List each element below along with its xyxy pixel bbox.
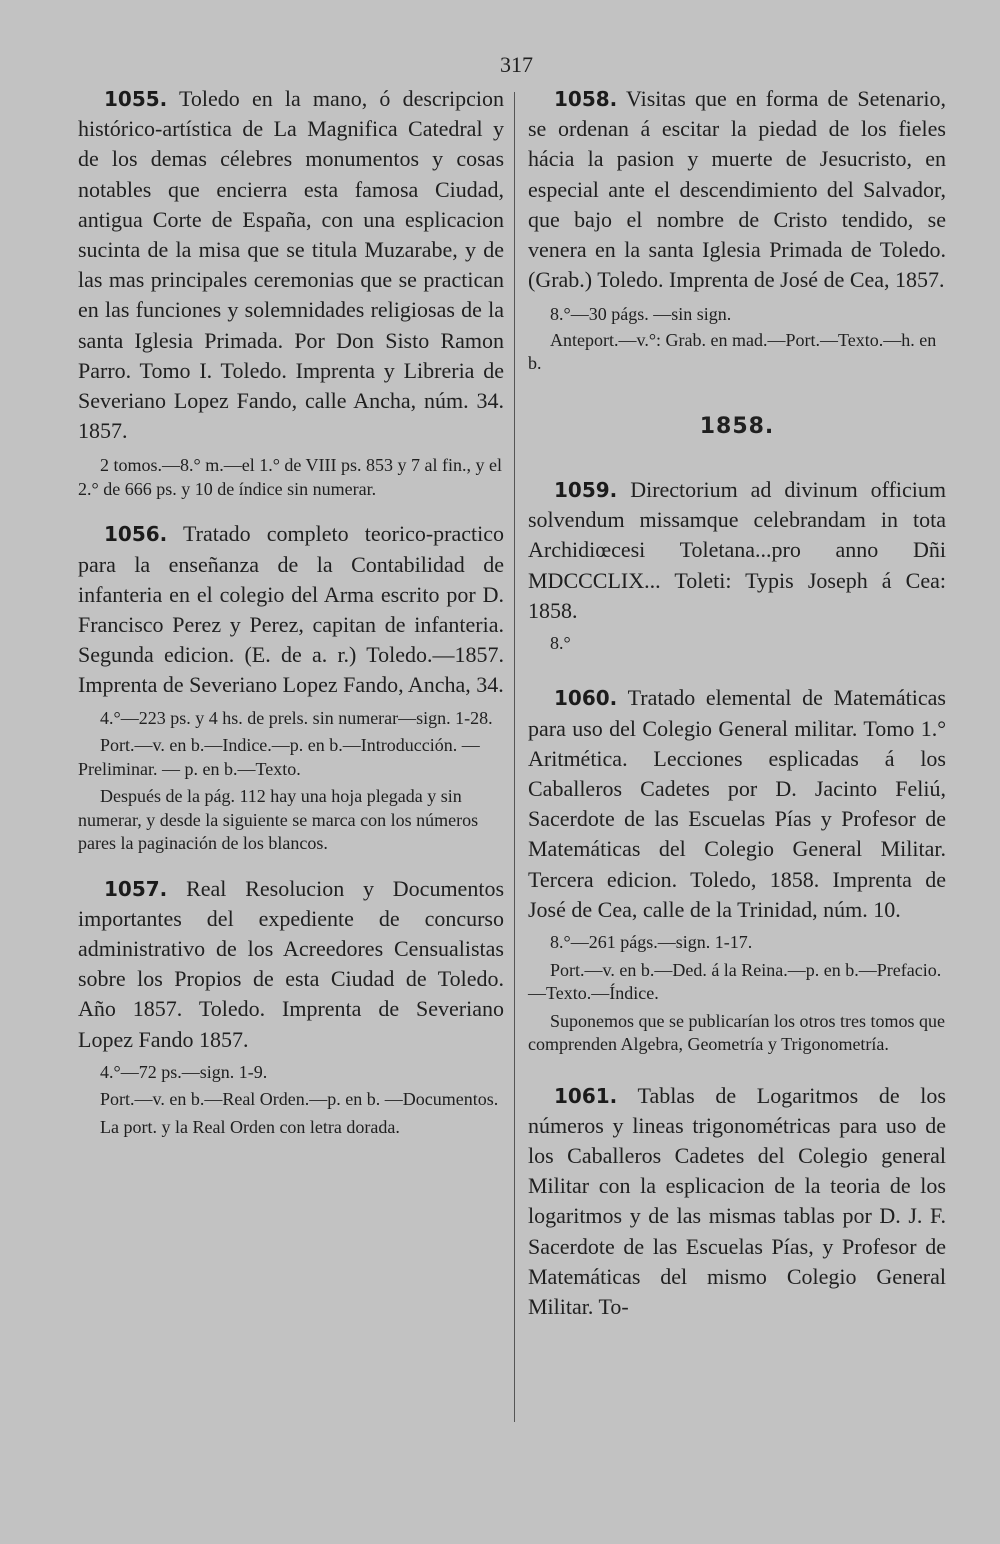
- entry-number: 1058.: [554, 87, 618, 111]
- entry-note: 4.°—72 ps.—sign. 1-9.: [100, 1061, 268, 1082]
- entry-title: Directorium ad divinum officium solvendum missamque celebrandam in tota Archidiœcesi Toletana...pro anno Dñi MDCCCLIX... Toleti: Typis Joseph á Cea: 1858.: [528, 476, 946, 623]
- entry-note: 8.°—261 págs.—sign. 1-17.: [550, 932, 753, 953]
- entry-title: Tratado elemental de Matemáticas para uso del Colegio General militar. Tomo 1.° Aritmética. Lecciones esplicadas á los Caballeros Cadetes por D. Jacinto Feliú, Sacerdote de las Escuelas Pías y Profesor de Matemáticas del Colegio General Militar. Tercera edicion. Toledo, 1858. Imprenta de José de Cea, calle de la Trinidad, núm. 10.: [528, 685, 946, 922]
- entry-title: Real Resolucion y Documentos importantes del expediente de concurso administrativo de los Acreedores Censualistas sobre los Propios de esta Ciudad de Toledo. Año 1857. Toledo. Imprenta de Severiano Lopez Fando 1857.: [78, 875, 504, 1052]
- entry-number: 1057.: [104, 876, 168, 901]
- entry-1059: [528, 475, 946, 626]
- entry-number: 1056.: [104, 522, 168, 547]
- entry-title: Toledo en la mano, ó descripcion histórico-artística de La Magnifica Catedral y de los demas célebres monumentos y cosas notables que encierra esta famosa Ciudad, antigua Corte de España, con una esplicacion sucinta de la misa que se titula Muzarabe, y de las mas principales ceremonias que se practican en las funciones y solemnidades religiosas de la santa Iglesia Primada. Por Don Sisto Ramon Parro. Tomo I. Toledo. Imprenta y Libreria de Severiano Lopez Fando, calle Ancha, núm. 34. 1857.: [78, 86, 504, 444]
- entry-note: Port.—v. en b.—Indice.—p. en b.—Introducción. — Preliminar. — p. en b.—Texto.: [78, 735, 480, 779]
- page-number: 317: [500, 52, 533, 77]
- entry-note: 2 tomos.—8.° m.—el 1.° de VIII ps. 853 y 7 al fin., y el 2.° de 666 ps. y 10 de índice sin numerar.: [78, 455, 503, 499]
- entry-1057: [78, 874, 504, 1055]
- entry-note: Después de la pág. 112 hay una hoja plegada y sin numerar, y desde la siguiente se marca con los números pares la paginación de los blancos.: [78, 786, 479, 854]
- column-divider: [514, 92, 515, 1422]
- entry-note: 8.°: [550, 632, 571, 653]
- entry-number: 1060.: [554, 686, 618, 711]
- entry-title: Tablas de Logaritmos de los números y lineas trigonométricas para uso de los Caballeros Cadetes del Colegio general Militar con la esplicacion de la teoria de los logaritmos y de las mismas tablas por D. J. F. Sacerdote de las Escuelas Pías, y Profesor de Matemáticas del mismo Colegio General Militar. To-: [528, 1082, 946, 1319]
- year-heading: 1858.: [699, 413, 775, 439]
- entry-1061: [528, 1081, 946, 1323]
- entry-note: 4.°—223 ps. y 4 hs. de prels. sin numerar—sign. 1-28.: [100, 707, 493, 728]
- entry-1056: [78, 519, 504, 700]
- entry-note: Anteport.—v.°: Grab. en mad.—Port.—Texto.—h. en b.: [528, 329, 937, 374]
- entry-number: 1059.: [554, 477, 618, 502]
- right-column: [528, 84, 946, 1322]
- entry-note: La port. y la Real Orden con letra dorada.: [100, 1116, 400, 1137]
- entry-note: Port.—v. en b.—Real Orden.—p. en b. —Documentos.: [100, 1089, 499, 1110]
- entry-note: Port.—v. en b.—Ded. á la Reina.—p. en b.—Prefacio.—Texto.—Índice.: [528, 959, 942, 1004]
- entry-title: Visitas que en forma de Setenario, se ordenan á escitar la piedad de los fieles hácia la pasion y muerte de Jesucristo, en especial ante el descendimiento del Salvador, que bajo el nombre de Cristo tendido, se venera en la santa Iglesia Primada de Toledo. (Grab.) Toledo. Imprenta de José de Cea, 1857.: [528, 86, 946, 293]
- left-column: [78, 84, 504, 1139]
- entry-note: 8.°—30 págs. —sin sign.: [550, 304, 732, 325]
- entry-title: Tratado completo teorico-practico para la enseñanza de la Contabilidad de infanteria en el colegio del Arma escrito por D. Francisco Perez y Perez, capitan de infanteria. Segunda edicion. (E. de a. r.) Toledo.—1857. Imprenta de Severiano Lopez Fando, Ancha, 34.: [78, 521, 504, 698]
- entry-1055: [78, 84, 504, 446]
- entry-note: Suponemos que se publicarían los otros tres tomos que comprenden Algebra, Geometría y Trigonometría.: [528, 1010, 945, 1055]
- entry-number: 1061.: [554, 1083, 618, 1108]
- entry-1060: [528, 683, 946, 925]
- entry-1058: [528, 84, 946, 295]
- entry-number: 1055.: [104, 87, 168, 111]
